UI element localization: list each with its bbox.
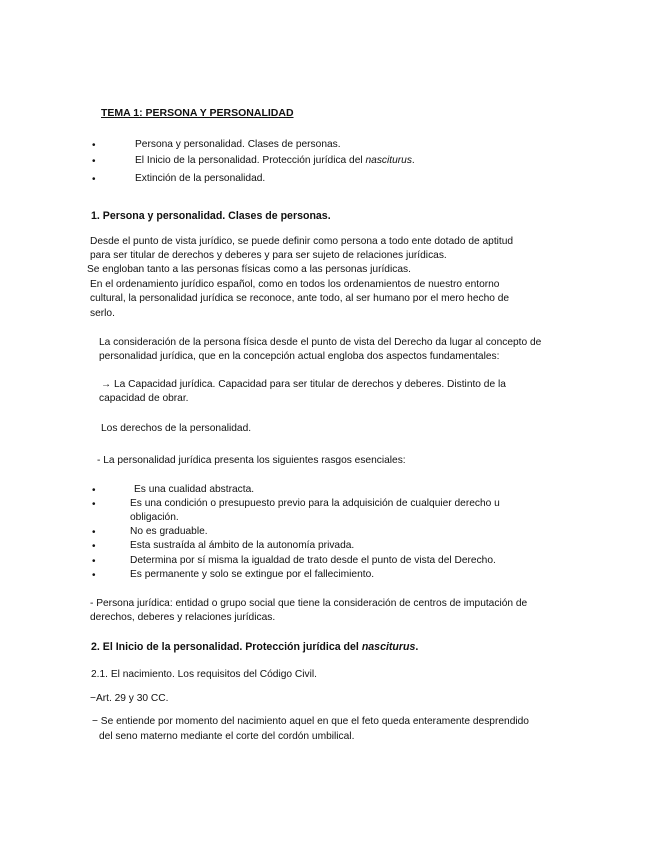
bullet: •: [92, 140, 96, 151]
paragraph-line: En el ordenamiento jurídico español, como en todos los ordenamientos de nuestro entorno: [90, 279, 500, 290]
bullet: •: [92, 499, 96, 510]
section-heading: 2. El Inicio de la personalidad. Protección jurídica del nasciturus.: [91, 641, 419, 653]
index-item: El Inicio de la personalidad. Protección jurídica del nasciturus.: [135, 155, 415, 166]
dash-marker: −: [92, 716, 98, 727]
paragraph-line: para ser titular de derechos y deberes y para ser sujeto de relaciones jurídicas.: [90, 250, 447, 261]
paragraph-line: personalidad jurídica, que en la concepción actual engloba dos aspectos fundamentales:: [99, 351, 500, 362]
paragraph-line: Los derechos de la personalidad.: [101, 423, 252, 434]
paragraph-line: Se engloban tanto a las personas físicas como a las personas jurídicas.: [87, 264, 411, 275]
bullet: •: [92, 174, 96, 185]
bullet: •: [92, 156, 96, 167]
paragraph-line: → La Capacidad jurídica. Capacidad para ser titular de derechos y deberes. Distinto de la: [101, 379, 506, 390]
dash-item: −Art. 29 y 30 CC.: [90, 693, 169, 704]
subsection-heading: 2.1. El nacimiento. Los requisitos del Código Civil.: [91, 669, 317, 680]
list-item-continuation: obligación.: [130, 512, 179, 523]
bullet: •: [92, 570, 96, 581]
paragraph-line: La consideración de la persona física desde el punto de vista del Derecho da lugar al concepto de: [99, 337, 542, 348]
paragraph-line: - Persona jurídica: entidad o grupo social que tiene la consideración de centros de imputación de: [90, 598, 528, 609]
list-item: Esta sustraída al ámbito de la autonomía privada.: [130, 540, 355, 551]
list-item: No es graduable.: [130, 526, 208, 537]
index-item: Extinción de la personalidad.: [135, 173, 266, 184]
paragraph-line: - La personalidad jurídica presenta los siguientes rasgos esenciales:: [97, 455, 406, 466]
paragraph-line: cultural, la personalidad jurídica se reconoce, ante todo, al ser humano por el mero hecho de: [90, 293, 510, 304]
list-item: Es una condición o presupuesto previo para la adquisición de cualquier derecho u: [130, 498, 500, 509]
list-item: Determina por sí misma la igualdad de trato desde el punto de vista del Derecho.: [130, 555, 496, 566]
paragraph-line: derechos, deberes y relaciones jurídicas.: [90, 612, 276, 623]
document-title: TEMA 1: PERSONA Y PERSONALIDAD: [101, 107, 294, 119]
bullet: •: [92, 527, 96, 538]
bullet: •: [92, 541, 96, 552]
paragraph-line: serlo.: [90, 308, 115, 319]
index-item: Persona y personalidad. Clases de personas.: [135, 139, 341, 150]
bullet: •: [92, 485, 96, 496]
bullet: •: [92, 556, 96, 567]
list-item: Es una cualidad abstracta.: [134, 484, 255, 495]
paragraph-line: Desde el punto de vista jurídico, se puede definir como persona a todo ente dotado de aptitud: [90, 236, 514, 247]
dash-marker: −: [90, 693, 96, 704]
paragraph-line: del seno materno mediante el corte del cordón umbilical.: [99, 731, 355, 742]
list-item: Es permanente y solo se extingue por el fallecimiento.: [130, 569, 375, 580]
dash-item: − Se entiende por momento del nacimiento aquel en que el feto queda enteramente desprendido: [92, 716, 529, 727]
paragraph-line: capacidad de obrar.: [99, 393, 189, 404]
section-heading: 1. Persona y personalidad. Clases de personas.: [91, 210, 331, 222]
